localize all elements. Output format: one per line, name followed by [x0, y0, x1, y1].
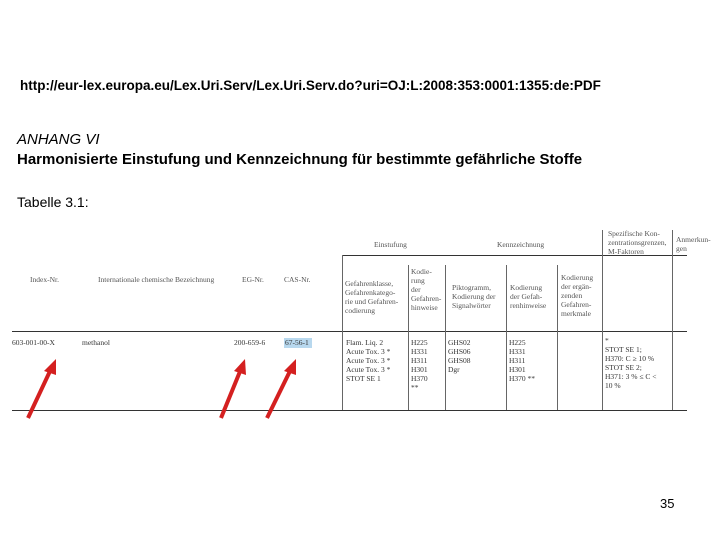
header-einstufung: Einstufung — [374, 240, 407, 249]
table-divider — [672, 230, 673, 410]
row-pictograms: GHS02 GHS06 GHS08 Dgr — [448, 338, 471, 374]
table-divider — [342, 255, 343, 410]
table-divider — [408, 265, 409, 410]
table-divider — [506, 265, 507, 410]
page-heading: Harmonisierte Einstufung und Kennzeichnung für bestimmte gefährliche Stoffe — [17, 151, 583, 168]
header-kennzeichnung: Kennzeichnung — [497, 240, 545, 249]
table-divider — [602, 230, 603, 410]
header-kodierung-erg: Kodierung der ergän- zenden Gefahren- merkmale — [561, 273, 594, 318]
row-eg-no: 200-659-6 — [234, 338, 266, 347]
header-spez-konz: Spezifische Kon- zentrationsgrenzen, M-Faktoren — [608, 229, 667, 256]
header-chemical-name: Internationale chemische Bezeichnung — [98, 275, 215, 284]
table-rule-bottom — [12, 410, 687, 411]
header-kodierung-gh: Kodierung der Gefah- renhinweise — [510, 283, 547, 310]
row-cas-no: 67-56-1 — [285, 338, 309, 347]
annex-title: ANHANG VI — [17, 131, 100, 148]
header-piktogramm: Piktogramm, Kodierung der Signalwörter — [452, 283, 496, 310]
table-rule-header — [12, 331, 687, 332]
row-classes: Flam. Liq. 2 Acute Tox. 3 * Acute Tox. 3 * Acute Tox. 3 * STOT SE 1 — [346, 338, 391, 383]
table-divider — [557, 265, 558, 410]
table-divider — [445, 265, 446, 410]
page-number: 35 — [660, 496, 675, 511]
row-h-codes-label: H225 H331 H311 H301 H370 ** — [509, 338, 536, 383]
row-index-no: 603-001-00-X — [12, 338, 55, 347]
header-anmerkungen: Anmerkun- gen — [676, 235, 711, 253]
source-url: http://eur-lex.europa.eu/Lex.Uri.Serv/Lex.Uri.Serv.do?uri=OJ:L:2008:353:0001:1355:de:PDF — [20, 78, 601, 93]
header-gefahrenklasse: Gefahrenklasse, Gefahrenkatego- rie und Gefahren- codierung — [345, 279, 399, 315]
header-kodierung-h: Kodie- rung der Gefahren- hinweise — [411, 267, 442, 312]
row-chemical-name: methanol — [82, 338, 110, 347]
header-index-no: Index-Nr. — [30, 275, 59, 284]
row-h-codes: H225 H331 H311 H301 H370 ** — [411, 338, 428, 392]
header-cas-no: CAS-Nr. — [284, 275, 311, 284]
scanned-table-image — [12, 225, 711, 415]
table-label: Tabelle 3.1: — [17, 194, 89, 210]
row-limits: * STOT SE 1; H370: C ≥ 10 % STOT SE 2; H371: 3 % ≤ C < 10 % — [605, 336, 657, 390]
header-eg-no: EG-Nr. — [242, 275, 264, 284]
